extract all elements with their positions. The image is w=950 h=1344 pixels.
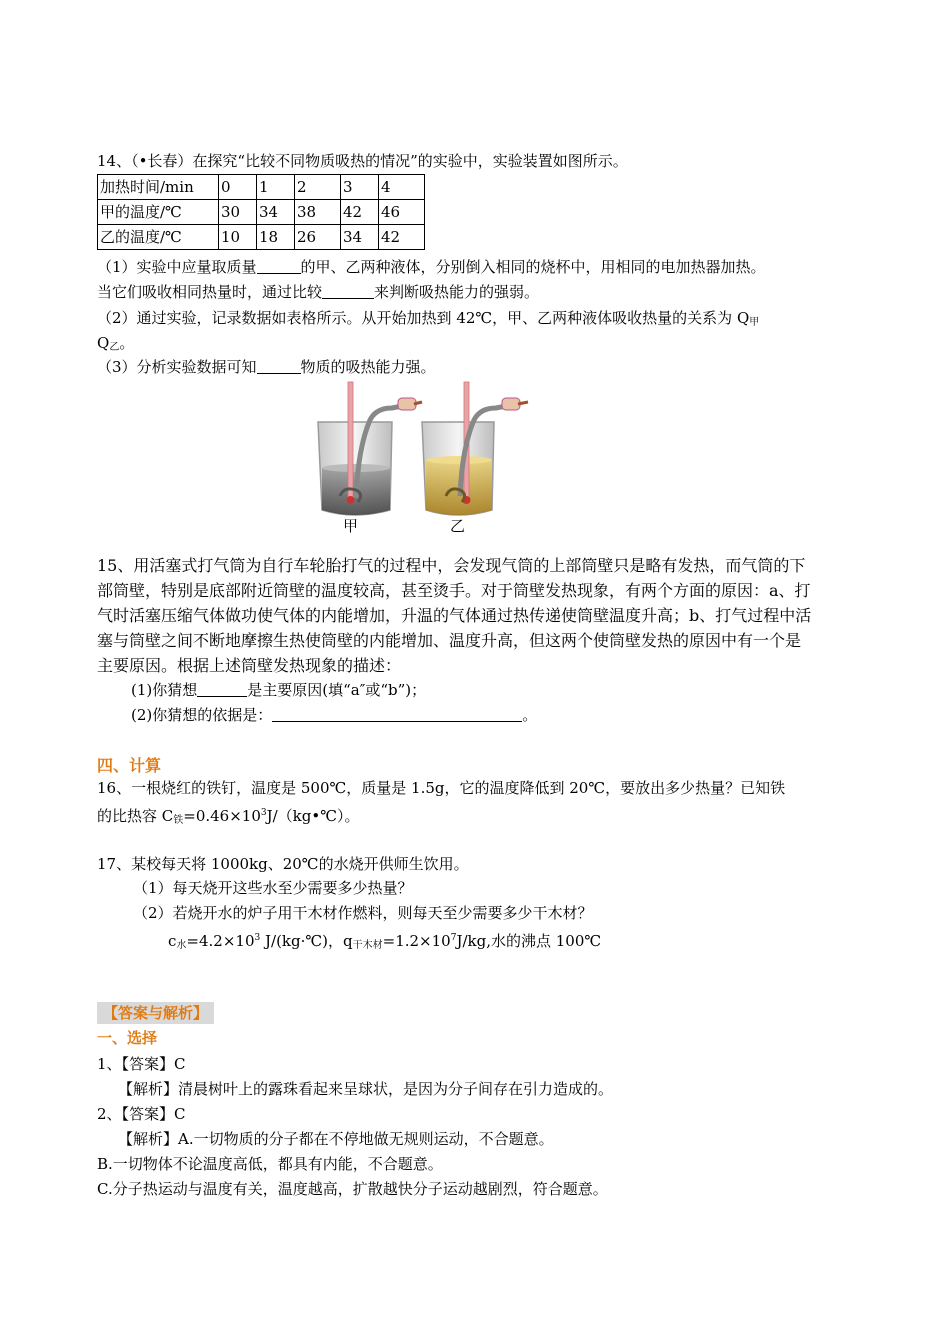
table-cell: 46	[379, 200, 425, 225]
q14-part3: （3）分析实验数据可知 物质的吸热能力强。	[97, 358, 436, 376]
q17-part2: （2）若烧开水的炉子用干木材作燃料，则每天至少需要多少干木材？	[133, 904, 593, 922]
table-cell: 4	[379, 175, 425, 200]
q14-part1-line2: 当它们吸收相同热量时，通过比较 来判断吸热能力的强弱。	[97, 283, 540, 301]
q15-line5: 主要原因。根据上述筒壁发热现象的描述：	[97, 656, 402, 675]
answer-1: 1、【答案】C	[97, 1055, 186, 1073]
q14-part2-line1: （2）通过实验，记录数据如表格所示。从开始加热到 42℃，甲、乙两种液体吸收热量的关系为 $Q_甲$	[97, 309, 760, 328]
q14-part1-line1: （1）实验中应量取质量 的甲、乙两种液体，分别倒入相同的烧杯中，用相同的电加热器加热。	[97, 258, 766, 276]
answer-2: 2、【答案】C	[97, 1105, 186, 1123]
table-cell: 42	[379, 225, 425, 250]
answer-blank	[197, 682, 247, 697]
table-cell: 乙的温度/℃	[98, 225, 219, 250]
table-cell: 38	[295, 200, 341, 225]
table-cell: 10	[219, 225, 257, 250]
answer-blank	[272, 707, 522, 722]
q14-intro: 14、（•长春）在探究“比较不同物质吸热的情况”的实验中，实验装置如图所示。	[97, 152, 628, 170]
table-cell: 加热时间/min	[98, 175, 219, 200]
q16-line1: 16、一根烧红的铁钉，温度是 500℃，质量是 1.5g，它的温度降低到 20℃，要放出多少热量？已知铁	[97, 779, 786, 797]
answers-heading: 【答案与解析】	[97, 1002, 214, 1024]
q15-line3: 气时活塞压缩气体做功使气体的内能增加，升温的气体通过热传递使筒壁温度升高；b、打气过程中活	[97, 606, 812, 625]
table-cell: 2	[295, 175, 341, 200]
section-title-calculation: 四、计算	[97, 756, 162, 775]
table-cell: 0	[219, 175, 257, 200]
q15-line1: 15、用活塞式打气筒为自行车轮胎打气的过程中，会发现气筒的上部筒壁只是略有发热，而气筒的下	[97, 556, 806, 575]
table-row	[98, 200, 425, 225]
q17-line1: 17、某校每天将 1000kg、20℃的水烧开供师生饮用。	[97, 855, 469, 873]
q14-part2-line2: $Q_乙$。	[97, 334, 135, 353]
answer-blank	[257, 259, 301, 274]
table-cell: 甲的温度/℃	[98, 200, 219, 225]
answer-2-option-c: C.分子热运动与温度有关，温度越高，扩散越快分子运动越剧烈，符合题意。	[97, 1180, 608, 1198]
q15-part2: (2)你猜想的依据是： 。	[131, 706, 538, 724]
beaker-right	[422, 382, 528, 515]
table-cell: 30	[219, 200, 257, 225]
answer-blank	[257, 359, 301, 374]
table-cell: 3	[341, 175, 379, 200]
answer-blank	[322, 284, 374, 299]
table-row	[98, 175, 425, 200]
table-cell: 42	[341, 200, 379, 225]
q15-part1: (1)你猜想 是主要原因(填“a″或“b”)；	[131, 681, 427, 699]
table-cell: 34	[257, 200, 295, 225]
table-cell: 26	[295, 225, 341, 250]
q15-line4: 塞与筒壁之间不断地摩擦生热使筒壁的内能增加、温度升高，但这两个使筒壁发热的原因中有一个是	[97, 631, 802, 650]
heating-data-table	[97, 174, 425, 250]
q17-part1: （1）每天烧开这些水至少需要多少热量？	[133, 879, 413, 897]
q16-line2: 的比热容 $C_铁=0.46\times 10^3J/(kg•℃)$。	[97, 807, 360, 826]
answer-2-explanation: 【解析】A.一切物质的分子都在不停地做无规则运动，不合题意。	[118, 1130, 554, 1148]
q15-line2: 部筒壁，特别是底部附近筒壁的温度较高，甚至烫手。对于筒壁发热现象，有两个方面的原因：a、打	[97, 581, 811, 600]
figure-label-left: 甲	[343, 517, 359, 535]
figure-label-right: 乙	[450, 517, 466, 535]
beaker-left	[318, 382, 422, 515]
table-row	[98, 225, 425, 250]
table-cell: 18	[257, 225, 295, 250]
table-cell: 1	[257, 175, 295, 200]
answer-2-option-b: B.一切物体不论温度高低，都具有内能，不合题意。	[97, 1155, 443, 1173]
answer-1-explanation: 【解析】清晨树叶上的露珠看起来呈球状，是因为分子间存在引力造成的。	[118, 1080, 614, 1098]
table-cell: 34	[341, 225, 379, 250]
section-title-choice: 一、选择	[97, 1029, 158, 1047]
q17-constants: $c_水=4.2\times 10^3$ J/(kg·℃)，$q_{干木材}=1.2\times 10^7J/kg$,水的沸点 100℃	[168, 932, 602, 951]
